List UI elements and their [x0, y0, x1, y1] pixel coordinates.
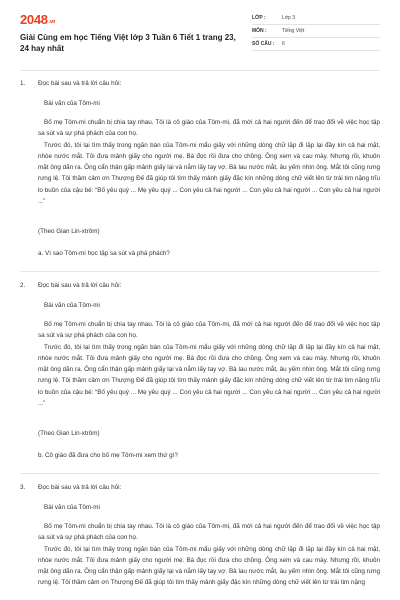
passage-body: [38, 521, 380, 589]
question-prompt: a. Vì sao Tôm-mi học tập sa sút và phá phách?: [38, 250, 170, 257]
question-divider: [20, 473, 380, 474]
page-header: [0, 0, 400, 66]
question-instruction: Đọc bài sau và trả lời câu hỏi:: [38, 282, 122, 289]
question-number: 3.: [20, 484, 26, 491]
meta-table: [252, 12, 380, 51]
site-logo[interactable]: [20, 12, 55, 27]
meta-value: 6: [282, 41, 285, 47]
passage-paragraph: Bố mẹ Tôm-mi chuẩn bị chia tay nhau. Tôi là cô giáo của Tôm-mi, đã mời cả hai người đến để trao đổi về việc học tập sa sút và sự phá phách của con họ.: [38, 119, 380, 138]
question-number: 1.: [20, 80, 26, 87]
meta-label: SỐ CÂU :: [252, 41, 275, 47]
passage-title: Bài văn của Tôm-mi: [44, 100, 100, 107]
passage-paragraph: Trước đó, tôi lại tìm thấy trong ngăn bàn của Tôm-mi mẩu giấy với những dòng chữ lặp đi lặp lại đầy kín cả hai mặt, nhòe nước mắt. Tôi đưa mảnh giấy cho người mẹ. Bà đọc rồi đưa cho chồng. Ông xem và cau mày. Nhưng rồi, khuôn mặt ông dãn ra. Ông cẩn thận gấp mảnh giấy lại và nắm lấy tay vợ. Bà lau nước mắt, âu yếm nhìn ông. Mắt tôi cũng rưng rưng lệ. Tôi thầm cảm ơn Thượng Đế đã giúp tôi tìm thấy mảnh giấy đặc kín những dòng chữ viết lên từ trái tim nặng trĩu lo buồn của cậu bé: “Bố yêu quý ... Mẹ yêu quý ... Con yêu cả hai người ... Con yêu cả hai người ... Con yêu cả hai người ...”: [38, 343, 380, 408]
passage-paragraph: Bố mẹ Tôm-mi chuẩn bị chia tay nhau. Tôi là cô giáo của Tôm-mi, đã mời cả hai người đến để trao đổi về việc học tập sa sút và sự phá phách của con họ.: [38, 321, 380, 340]
meta-row-class: [252, 12, 380, 25]
passage-paragraph: Bố mẹ Tôm-mi chuẩn bị chia tay nhau. Tôi là cô giáo của Tôm-mi, đã mời cả hai người đến để trao đổi về việc học tập sa sút và sự phá phách của con họ.: [38, 523, 380, 542]
passage-paragraph: Trước đó, tôi lại tìm thấy trong ngăn bàn của Tôm-mi mẩu giấy với những dòng chữ lặp đi lặp lại đầy kín cả hai mặt, nhòe nước mắt. Tôi đưa mảnh giấy cho người mẹ. Bà đọc rồi đưa cho chồng. Ông xem và cau mày. Nhưng rồi, khuôn mặt ông dãn ra. Ông cẩn thận gấp mảnh giấy lại và nắm lấy tay vợ. Bà lau nước mắt, âu yếm nhìn ông. Mắt tôi cũng rưng rưng lệ. Tôi thầm cảm ơn Thượng Đế đã giúp tôi tìm thấy mảnh giấy đặc kín những dòng chữ viết lên từ trái tim nặng: [38, 545, 380, 587]
passage-source: (Theo Gian Lin-xtrôm): [38, 430, 100, 437]
logo-suffix: .vn: [48, 19, 56, 25]
logo-text: 2048: [20, 12, 48, 27]
passage-body: [38, 117, 380, 207]
page-title: Giải Cùng em học Tiếng Việt lớp 3 Tuần 6 Tiết 1 trang 23, 24 hay nhất: [20, 33, 236, 53]
meta-value: Lớp 3: [282, 15, 296, 21]
passage-paragraph: Trước đó, tôi lại tìm thấy trong ngăn bàn của Tôm-mi mẩu giấy với những dòng chữ lặp đi lặp lại đầy kín cả hai mặt, nhòe nước mắt. Tôi đưa mảnh giấy cho người mẹ. Bà đọc rồi đưa cho chồng. Ông xem và cau mày. Nhưng rồi, khuôn mặt ông dãn ra. Ông cẩn thận gấp mảnh giấy lại và nắm lấy tay vợ. Bà lau nước mắt, âu yếm nhìn ông. Mắt tôi cũng rưng rưng lệ. Tôi thầm cảm ơn Thượng Đế đã giúp tôi tìm thấy mảnh giấy đặc kín những dòng chữ viết lên từ trái tim nặng trĩu lo buồn của cậu bé: “Bố yêu quý ... Mẹ yêu quý ... Con yêu cả hai người ... Con yêu cả hai người ... Con yêu cả hai người ...”: [38, 141, 380, 206]
meta-row-subject: [252, 25, 380, 38]
meta-row-count: [252, 38, 380, 51]
question-number: 2.: [20, 282, 26, 289]
meta-label: LỚP :: [252, 15, 266, 21]
passage-source: (Theo Gian Lin-xtrôm): [38, 228, 100, 235]
meta-label: MÔN :: [252, 28, 267, 34]
question-instruction: Đọc bài sau và trả lời câu hỏi:: [38, 80, 122, 87]
passage-body: [38, 319, 380, 409]
header-divider: [20, 70, 380, 71]
question-prompt: b. Cô giáo đã đưa cho bố mẹ Tôm-mi xem thứ gì?: [38, 452, 178, 459]
question-instruction: Đọc bài sau và trả lời câu hỏi:: [38, 484, 122, 491]
passage-title: Bài văn của Tôm-mi: [44, 302, 100, 309]
question-divider: [20, 271, 380, 272]
meta-value: Tiếng Việt: [282, 28, 305, 34]
passage-title: Bài văn của Tôm-mi: [44, 504, 100, 511]
